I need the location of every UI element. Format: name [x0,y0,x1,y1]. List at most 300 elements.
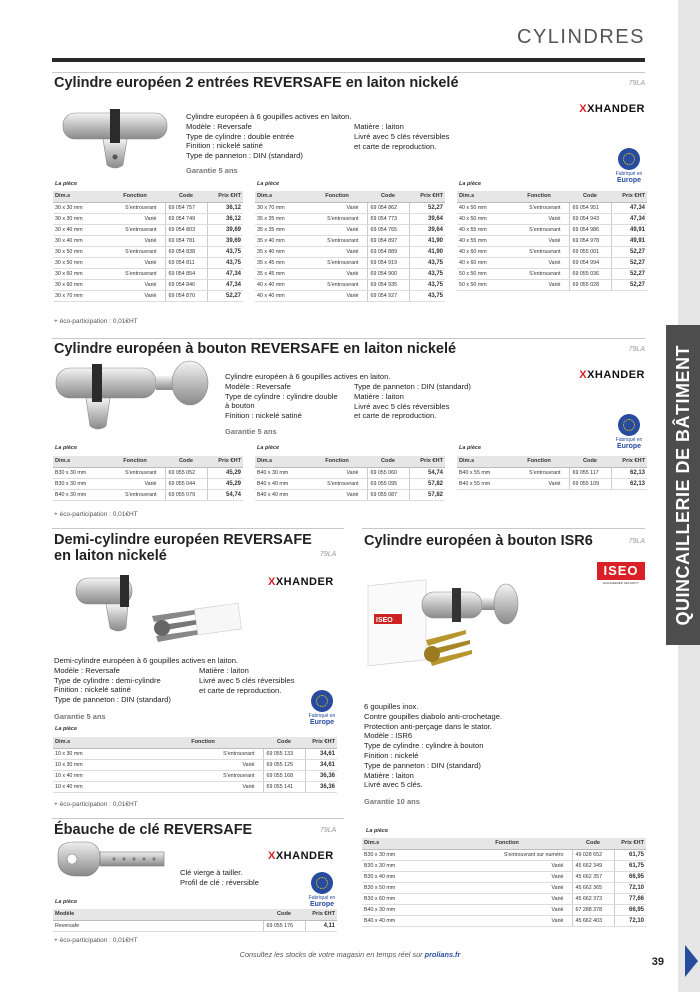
column-header: Dim.s [255,456,307,467]
eu-stars-icon [311,690,333,712]
cell-code: 69 054 994 [569,257,611,268]
unit-label: La pièce [257,445,280,451]
cell-function: Varié [509,235,569,246]
table-row [53,213,243,224]
eu-stars-icon [311,872,333,894]
cell-dimension: 10 x 40 mm [53,781,143,792]
cell-dimension: 10 x 30 mm [53,748,143,759]
eu-line1: Fabriqué en [615,171,643,177]
table-row [53,290,243,301]
desc-line: Type de panneton : DIN (standard) [54,695,171,705]
cell-function: S'entrouvrant sur numéro [442,849,572,860]
cell-dimension: 40 x 55 mm [457,224,509,235]
cell-price: 54,74 [207,489,243,500]
cell-dimension: 30 x 40 mm [53,224,105,235]
cell-code: 69 054 773 [367,213,409,224]
section-code: 79LA [628,346,645,353]
cell-dimension: 40 x 50 mm [457,202,509,213]
desc-line: Cylindre européen à 6 goupilles actives en laiton. [186,112,352,121]
eu-line2: Europe [616,443,642,450]
table-row [53,246,243,257]
cell-dimension: B30 x 30 mm [53,467,105,478]
cell-dimension: 30 x 50 mm [53,257,105,268]
cell-code: 69 054 900 [367,268,409,279]
desc-line: Contre goupilles diabolo anti-crochetage. [364,711,503,721]
cell-dimension: B40 x 30 mm [53,489,105,500]
cell-code: 69 054 749 [165,213,207,224]
price-table [53,909,337,932]
desc-line: à bouton [225,401,255,411]
cell-code: 45 662 373 [572,893,614,904]
table-row [362,893,646,904]
cell-price: 49,91 [611,235,647,246]
section-divider [52,818,344,819]
table-header-row [457,191,647,202]
cell-price: 66,95 [614,871,646,882]
table-row [255,279,445,290]
table-row [457,279,647,290]
cell-code: 49 028 652 [572,849,614,860]
section-title: Cylindre européen à bouton REVERSAFE en laiton nickelé [54,341,457,357]
cell-function: Varié [307,202,367,213]
desc-line: Finition : nickelé satiné [186,141,263,151]
cell-code: 45 662 357 [572,871,614,882]
cell-function: S'entrouvrant [509,224,569,235]
unit-label: La pièce [55,899,78,905]
desc-line: et carte de reproduction. [354,411,437,421]
cell-function: Varié [442,904,572,915]
cell-dimension: 30 x 50 mm [53,246,105,257]
desc-line: Type de cylindre : cylindre double [225,391,338,401]
section-title-line: Demi-cylindre européen REVERSAFE [54,532,312,548]
cell-price: 36,12 [207,213,243,224]
page-number: 39 [651,956,664,968]
cell-price: 57,82 [409,489,445,500]
cell-price: 72,10 [614,882,646,893]
half-cylinder-image [70,572,250,652]
table-row [53,759,337,770]
cell-code: 69 055 095 [367,478,409,489]
cell-code: 69 055 117 [569,467,611,478]
xhander-logo: XXHANDER [579,103,645,115]
desc-line: Modèle : Reversafe [225,381,291,391]
cell-price: 34,61 [305,748,337,759]
cell-code: 69 054 765 [367,224,409,235]
section-divider [362,528,645,529]
table-row [53,781,337,792]
cell-code: 69 055 028 [569,279,611,290]
cell-function: Varié [509,478,569,489]
cell-code: 69 054 986 [569,224,611,235]
cell-dimension: 30 x 60 mm [53,279,105,290]
cell-function: S'entrouvrant [105,489,165,500]
table-row [53,467,243,478]
iseo-logo-text: ISEO [597,562,645,580]
cell-dimension: B40 x 30 mm [255,467,307,478]
description [180,868,259,888]
cell-dimension: B30 x 30 mm [362,860,442,871]
cell-code: 69 054 943 [569,213,611,224]
column-header: Dim.s [457,191,509,202]
desc-line: Type de panneton : DIN (standard) [186,151,303,161]
cell-function: S'entrouvrant [509,246,569,257]
cell-code: 69 054 897 [367,235,409,246]
cell-code: 69 055 109 [569,478,611,489]
svg-text:ISEO: ISEO [376,617,393,624]
desc-line: Livré avec 5 clés réversibles [354,131,450,141]
made-in-europe-badge [305,690,339,724]
section-divider [52,338,645,339]
table-header-row [53,191,243,202]
desc-line: Cylindre européen à 6 goupilles actives en laiton. [225,372,391,381]
cell-price: 52,27 [611,246,647,257]
column-header [233,909,263,920]
table-row [53,202,243,213]
section-title: Cylindre européen à bouton ISR6 [364,533,593,549]
cell-code: 69 054 838 [165,246,207,257]
column-header: Prix €HT [207,191,243,202]
table-header-row [457,456,647,467]
price-table [457,456,647,490]
cell-dimension: 30 x 70 mm [53,290,105,301]
page-title: CYLINDRES [517,26,645,48]
desc-line: Finition : nickelé [364,750,419,760]
next-page-arrow-icon[interactable] [685,945,698,977]
table-row [53,478,243,489]
cell-code: 69 054 854 [165,268,207,279]
eco-participation: + éco-participation : 0,01€HT [54,511,138,518]
column-header: Dim.s [362,838,442,849]
section-title: Ébauche de clé REVERSAFE [54,822,253,838]
made-in-europe-badge [612,414,646,448]
table-row [255,235,445,246]
cell-dimension: B40 x 40 mm [255,478,307,489]
column-header: Code [165,456,207,467]
cell-code: 69 054 978 [569,235,611,246]
cell-price: 47,34 [611,202,647,213]
cell-dimension: 30 x 60 mm [53,268,105,279]
eco-participation: + éco-participation : 0,01€HT [54,937,138,944]
cell-dimension: 40 x 50 mm [457,213,509,224]
knob-cylinder-image [50,360,220,438]
cell-code: 69 054 803 [165,224,207,235]
eu-line1: Fabriqué en [308,713,336,719]
cell-dimension: B30 x 50 mm [362,882,442,893]
cell-price: 47,34 [207,279,243,290]
column-header: Dim.s [457,456,509,467]
table-row [362,904,646,915]
cell-code: 69 055 001 [569,246,611,257]
cell-price: 49,91 [611,224,647,235]
table-row [53,268,243,279]
eu-line1: Fabriqué en [615,437,643,443]
cell-function: S'entrouvrant [105,268,165,279]
cell-code: 69 054 781 [165,235,207,246]
cell-function: S'entrouvrant [509,467,569,478]
table-header-row [53,456,243,467]
table-row [255,489,445,500]
cell-price: 36,36 [305,770,337,781]
description [364,702,502,790]
side-category-tab [666,325,700,645]
column-header: Fonction [509,456,569,467]
column-header: Fonction [307,191,367,202]
column-header: Prix €HT [305,909,337,920]
column-header: Fonction [105,456,165,467]
unit-label: La pièce [55,726,78,732]
cell-price: 47,34 [611,213,647,224]
column-header: Dim.s [53,737,143,748]
desc-line: Finition : nickelé satiné [225,411,302,421]
desc-line: Clé vierge à tailler. [180,868,243,877]
section-code: 79LA [320,827,337,834]
cell-price: 52,27 [611,257,647,268]
cell-function: Varié [105,478,165,489]
cell-price: 43,75 [409,268,445,279]
footer-note [0,950,700,959]
cell-function: Varié [442,860,572,871]
cell-dimension: 30 x 30 mm [53,213,105,224]
column-header: Dim.s [53,191,105,202]
header-rule [52,58,645,62]
desc-line: Livré avec 5 clés. [364,780,423,790]
cell-price: 45,29 [207,467,243,478]
table-row [457,213,647,224]
cell-price: 52,27 [409,202,445,213]
cell-function: Varié [307,467,367,478]
table-row [53,235,243,246]
desc-line: Type de cylindre : demi-cylindre [54,675,161,685]
section-title [54,532,312,564]
cell-price: 66,95 [614,904,646,915]
description-right [354,122,449,151]
column-header: Prix €HT [611,191,647,202]
cell-price: 45,29 [207,478,243,489]
cell-dimension: 40 x 40 mm [255,279,307,290]
desc-line: Modèle : ISR6 [364,731,413,741]
cell-price: 43,75 [409,257,445,268]
desc-line: Type de cylindre : cylindre à bouton [364,741,484,751]
cell-model: Reversafe [53,920,233,931]
table-header-row [255,456,445,467]
price-table [53,191,243,302]
table-row [255,246,445,257]
column-header: Code [569,191,611,202]
iseo-logo-sub: ENGINEERED SECURITY [603,581,639,585]
cell-function: Varié [307,290,367,301]
section-code: 79LA [628,538,645,545]
cell-price: 61,75 [614,860,646,871]
cell-code: 69 054 927 [367,290,409,301]
cell-dimension: B40 x 40 mm [362,915,442,926]
brand-text: XHANDER [275,576,334,588]
column-header: Modèle [53,909,233,920]
price-table [457,191,647,291]
table-header-row [53,737,337,748]
cell-function: S'entrouvrant [105,246,165,257]
desc-line: Demi-cylindre européen à 6 goupilles actives en laiton. [54,656,239,665]
unit-label: La pièce [55,181,78,187]
cell-code: 69 054 889 [367,246,409,257]
price-table [362,838,646,927]
cell-dimension: 30 x 30 mm [53,202,105,213]
unit-label: La pièce [257,181,280,187]
iseo-logo [597,562,645,585]
cell-code: 69 054 870 [165,290,207,301]
table-header-row [362,838,646,849]
cell-price: 72,10 [614,915,646,926]
table-row [457,202,647,213]
table-row [362,849,646,860]
cell-dimension: B40 x 40 mm [255,489,307,500]
column-header: Prix €HT [409,191,445,202]
cell-price: 57,82 [409,478,445,489]
column-header: Code [367,191,409,202]
description-right [199,666,294,695]
desc-line: Matière : laiton [354,391,404,401]
cell-function: S'entrouvrant [105,467,165,478]
cell-function: Varié [307,268,367,279]
cell-dimension: 50 x 50 mm [457,279,509,290]
cell-price: 39,69 [207,224,243,235]
made-in-europe-badge [612,148,646,182]
column-header: Prix €HT [409,456,445,467]
cell-code: 69 055 176 [263,920,305,931]
cell-price: 43,75 [207,246,243,257]
side-category-label: QUINCAILLERIE DE BÂTIMENT [672,344,693,626]
cell-price: 62,13 [611,467,647,478]
cell-code: 69 054 919 [367,257,409,268]
cell-dimension: B30 x 60 mm [362,893,442,904]
column-header: Dim.s [255,191,307,202]
cell-empty [233,920,263,931]
iseo-cylinder-image [366,570,526,686]
cell-dimension: B30 x 30 mm [53,478,105,489]
column-header: Prix €HT [305,737,337,748]
column-header: Prix €HT [614,838,646,849]
table-row [53,257,243,268]
cell-function: S'entrouvrant [307,478,367,489]
cell-code: 69 054 935 [367,279,409,290]
cell-dimension: 35 x 35 mm [255,224,307,235]
cell-price: 4,11 [305,920,337,931]
desc-line: Type de cylindre : double entrée [186,131,295,141]
cell-price: 39,69 [207,235,243,246]
cell-function: S'entrouvrant [105,202,165,213]
cell-dimension: B40 x 30 mm [362,904,442,915]
guarantee-label: Garantie 5 ans [225,427,277,436]
price-table [53,737,337,793]
column-header: Dim.s [53,456,105,467]
cell-function: Varié [143,781,263,792]
cell-price: 62,13 [611,478,647,489]
cell-price: 39,64 [409,224,445,235]
xhander-logo: XXHANDER [579,369,645,381]
table-row [457,257,647,268]
cell-dimension: 35 x 40 mm [255,246,307,257]
cell-dimension: 35 x 45 mm [255,257,307,268]
column-header: Prix €HT [207,456,243,467]
table-row [255,467,445,478]
cell-function: Varié [307,489,367,500]
unit-label: La pièce [459,181,482,187]
footer-link[interactable]: prolians.fr [424,950,461,959]
section-code: 79LA [628,80,645,87]
cell-price: 39,64 [409,213,445,224]
cell-function: S'entrouvrant [105,224,165,235]
eu-stars-icon [618,148,640,170]
cell-function: Varié [509,279,569,290]
cell-function: S'entrouvrant [143,770,263,781]
column-header: Code [569,456,611,467]
cell-function: Varié [307,246,367,257]
brand-text: XHANDER [587,103,645,115]
cell-price: 52,27 [611,279,647,290]
cell-function: Varié [509,213,569,224]
cell-dimension: 35 x 35 mm [255,213,307,224]
cell-dimension: 50 x 50 mm [457,268,509,279]
table-row [362,871,646,882]
cell-function: Varié [105,213,165,224]
cell-code: 69 055 133 [263,748,305,759]
eu-line2: Europe [616,177,642,184]
cell-dimension: 40 x 60 mm [457,257,509,268]
cell-dimension: 10 x 30 mm [53,759,143,770]
desc-line: Type de panneton : DIN (standard) [364,760,481,770]
cell-function: Varié [442,915,572,926]
desc-line: Profil de clé : réversible [180,877,259,887]
table-header-row [255,191,445,202]
desc-line: Livré avec 5 clés réversibles [354,401,450,411]
cell-price: 43,75 [409,279,445,290]
cell-function: S'entrouvrant [307,235,367,246]
eu-line2: Europe [309,719,335,726]
price-table [53,456,243,501]
cell-dimension: 40 x 40 mm [255,290,307,301]
column-header: Fonction [143,737,263,748]
cell-code: 69 055 036 [569,268,611,279]
eco-participation: + éco-participation : 0,01€HT [54,801,138,808]
cell-function: Varié [105,290,165,301]
key-blank-image [54,838,172,894]
cell-code: 69 055 168 [263,770,305,781]
cell-code: 69 055 125 [263,759,305,770]
description-right [354,382,471,421]
cell-code: 69 054 862 [367,202,409,213]
cell-price: 36,36 [305,781,337,792]
cell-price: 54,74 [409,467,445,478]
desc-line: 6 goupilles inox. [364,702,419,711]
cell-function: Varié [442,893,572,904]
cell-code: 69 055 052 [165,467,207,478]
cell-function: S'entrouvrant [307,213,367,224]
cell-price: 43,75 [207,257,243,268]
column-header: Fonction [509,191,569,202]
cell-code: 45 662 403 [572,915,614,926]
desc-line: Livré avec 5 clés réversibles [199,675,295,685]
description-left [186,112,351,161]
table-row [457,467,647,478]
table-row [457,268,647,279]
section-title-line: en laiton nickelé [54,548,167,564]
cell-code: 69 055 079 [165,489,207,500]
cell-dimension: 35 x 40 mm [255,235,307,246]
table-row [362,882,646,893]
cell-function: Varié [143,759,263,770]
brand-text: XHANDER [587,369,645,381]
made-in-europe-badge [305,872,339,906]
column-header: Code [165,191,207,202]
